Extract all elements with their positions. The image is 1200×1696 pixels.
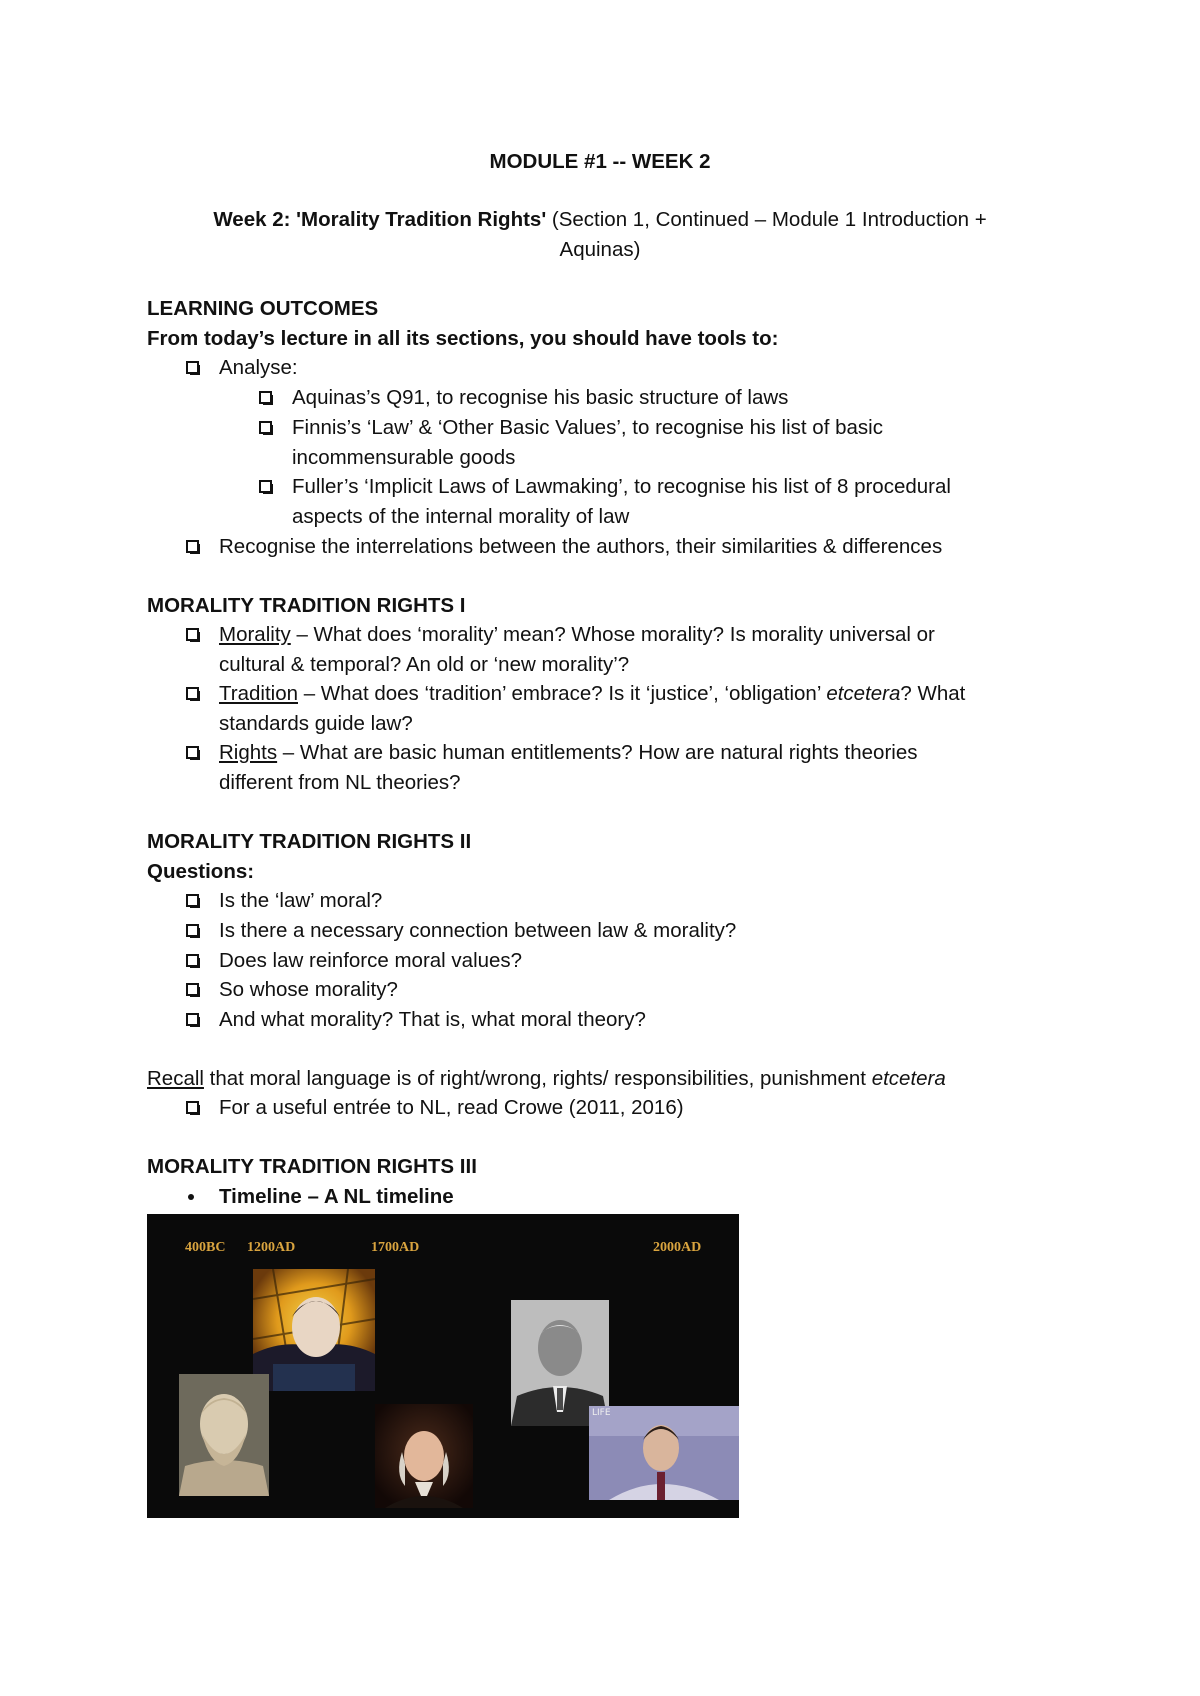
mtr1-morality-cont: cultural & temporal? An old or ‘new morality’? (219, 653, 630, 676)
recall-italic: etcetera (871, 1067, 946, 1090)
outcome-fuller: Fuller’s ‘Implicit Laws of Lawmaking’, to recognise his list of 8 procedural (292, 475, 951, 498)
checkbox-icon (259, 421, 272, 434)
mtr1-tradition (219, 679, 965, 709)
mtr1-rights-cont: different from NL theories? (219, 771, 461, 794)
rights-term: Rights (219, 741, 278, 764)
question-item: Is the ‘law’ moral? (219, 889, 383, 912)
hobbes-portrait (375, 1404, 473, 1508)
checkbox-icon (259, 480, 272, 493)
rights-text: – What are basic human entitlements? How are natural rights theories (277, 741, 918, 764)
tradition-text: – What does ‘tradition’ embrace? Is it ‘justice’, ‘obligation’ (298, 682, 827, 705)
year-label: 1200AD (247, 1240, 296, 1255)
life-caption: LIFE (592, 1408, 611, 1418)
checkbox-icon (259, 391, 272, 404)
outcome-recognise: Recognise the interrelations between the authors, their similarities & differences (219, 535, 943, 558)
checkbox-icon (186, 687, 199, 700)
checkbox-icon (186, 540, 199, 553)
checkbox-icon (186, 924, 199, 937)
tradition-end: ? What (900, 682, 966, 705)
outcome-finnis-cont: incommensurable goods (292, 446, 516, 469)
page-subtitle (0, 205, 1200, 235)
question-item: Does law reinforce moral values? (219, 949, 523, 972)
year-label: 2000AD (653, 1240, 702, 1255)
subtitle-bold: Week 2: 'Morality Tradition Rights' (213, 208, 547, 231)
checkbox-icon (186, 954, 199, 967)
outcome-fuller-cont: aspects of the internal morality of law (292, 505, 630, 528)
timeline-bullet: Timeline – A NL timeline (219, 1185, 454, 1208)
checkbox-icon (186, 746, 199, 759)
mtr1-heading: MORALITY TRADITION RIGHTS I (147, 594, 466, 617)
subtitle-rest: (Section 1, Continued – Module 1 Introduction + (546, 208, 987, 231)
tradition-italic: etcetera (826, 682, 901, 705)
outcome-finnis: Finnis’s ‘Law’ & ‘Other Basic Values’, to recognise his list of basic (292, 416, 883, 439)
checkbox-icon (186, 361, 199, 374)
mtr2-heading: MORALITY TRADITION RIGHTS II (147, 830, 472, 853)
checkbox-icon (186, 628, 199, 641)
checkbox-icon (186, 894, 199, 907)
mtr1-morality (219, 620, 935, 650)
learning-outcomes-intro: From today’s lecture in all its sections, you should have tools to: (147, 327, 779, 350)
question-item: Is there a necessary connection between law & morality? (219, 919, 737, 942)
finnis-portrait (589, 1406, 739, 1500)
page-subtitle-line2: Aquinas) (559, 238, 641, 261)
page-title: MODULE #1 -- WEEK 2 (489, 150, 711, 173)
analyse-label: Analyse: (219, 356, 298, 379)
reading-item: For a useful entrée to NL, read Crowe (2011, 2016) (219, 1096, 684, 1119)
aristotle-portrait (179, 1374, 269, 1496)
morality-term: Morality (219, 623, 291, 646)
tradition-term: Tradition (219, 682, 298, 705)
checkbox-icon (186, 1101, 199, 1114)
bullet-icon (188, 1194, 194, 1200)
question-item: So whose morality? (219, 978, 398, 1001)
question-item: And what morality? That is, what moral theory? (219, 1008, 646, 1031)
outcome-aquinas: Aquinas’s Q91, to recognise his basic structure of laws (292, 386, 789, 409)
questions-label: Questions: (147, 860, 255, 883)
mtr3-heading: MORALITY TRADITION RIGHTS III (147, 1155, 477, 1178)
morality-text: – What does ‘morality’ mean? Whose morality? Is morality universal or (290, 623, 935, 646)
recall-line (147, 1064, 946, 1094)
mtr1-rights (219, 738, 917, 768)
aquinas-portrait (253, 1269, 375, 1391)
learning-outcomes-heading: LEARNING OUTCOMES (147, 297, 379, 320)
recall-term: Recall (147, 1067, 204, 1090)
recall-text: that moral language is of right/wrong, rights/ responsibilities, punishment (203, 1067, 872, 1090)
timeline-slide-image (147, 1214, 739, 1518)
year-label: 1700AD (371, 1240, 420, 1255)
checkbox-icon (186, 1013, 199, 1026)
checkbox-icon (186, 983, 199, 996)
mtr1-tradition-cont: standards guide law? (219, 712, 413, 735)
year-label: 400BC (185, 1240, 226, 1255)
